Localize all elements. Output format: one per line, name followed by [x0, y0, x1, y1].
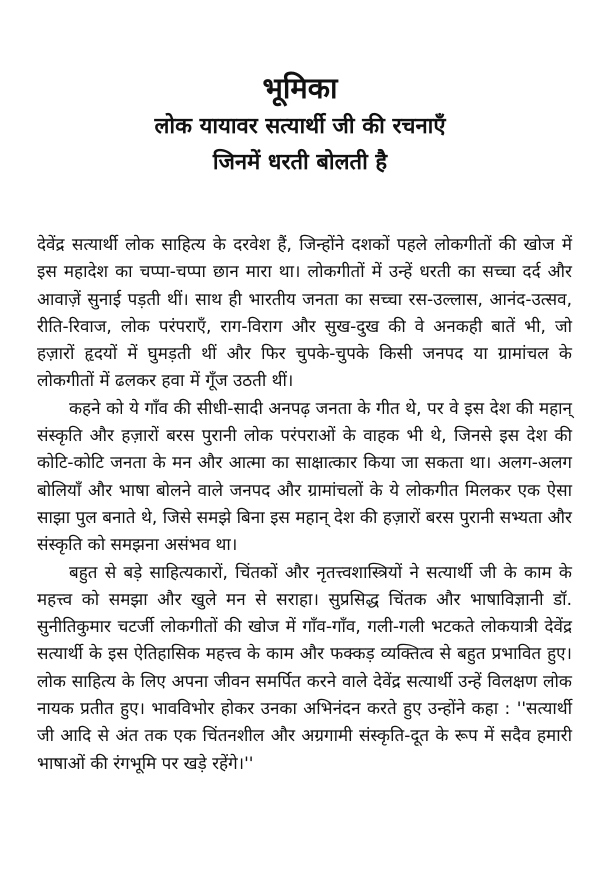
body-text	[37, 232, 572, 778]
chapter-subtitle-line-2: जिनमें धरती बोलती है	[212, 150, 388, 175]
chapter-subtitle-line-1: लोक यायावर सत्यार्थी जी की रचनाएँ	[154, 114, 446, 139]
paragraph-3: बहुत से बड़े साहित्यकारों, चिंतकों और नृतत्त्वशास्त्रियों ने सत्यार्थी जी के काम के महत्त्व को समझा और खुले मन से सराहा। सुप्रसिद्ध चिंतक और भाषाविज्ञानी डॉ. सुनीतिकुमार चटर्जी लोकगीतों की खोज में गाँव-गाँव, गली-गली भटकते लोकयात्री देवेंद्र सत्यार्थी के इस ऐतिहासिक महत्त्व के काम और फक्कड़ व्यक्तित्व से बहुत प्रभावित हुए। लोक साहित्य के लिए अपना जीवन समर्पित करने वाले देवेंद्र सत्यार्थी उन्हें विलक्षण लोक नायक प्रतीत हुए। भावविभोर होकर उनका अभिनंदन करते हुए उन्होंने कहा : ''सत्यार्थी जी आदि से अंत तक एक चिंतनशील और अग्रगामी संस्कृति-दूत के रूप में सदैव हमारी भाषाओं की रंगभूमि पर खड़े रहेंगे।''	[37, 562, 572, 774]
paragraph-2: कहने को ये गाँव की सीधी-सादी अनपढ़ जनता के गीत थे, पर वे इस देश की महान् संस्कृति और हज़ारों बरस पुरानी लोक परंपराओं के वाहक भी थे, जिनसे इस देश की कोटि-कोटि जनता के मन और आत्मा का साक्षात्कार किया जा सकता था। अलग-अलग बोलियाँ और भाषा बोलने वाले जनपद और ग्रामांचलों के ये लोकगीत मिलकर एक ऐसा साझा पुल बनाते थे, जिसे समझे बिना इस महान् देश की हज़ारों बरस पुरानी सभ्यता और संस्कृति को समझना असंभव था।	[37, 398, 572, 556]
chapter-title: भूमिका	[262, 71, 338, 105]
paragraph-1: देवेंद्र सत्यार्थी लोक साहित्य के दरवेश हैं, जिन्होंने दशकों पहले लोकगीतों की खोज में इस महादेश का चप्पा-चप्पा छान मारा था। लोकगीतों में उन्हें धरती का सच्चा दर्द और आवाज़ें सुनाई पड़ती थीं। साथ ही भारतीय जनता का सच्चा रस-उल्लास, आनंद-उत्सव, रीति-रिवाज, लोक परंपराएँ, राग-विराग और सुख-दुख की वे अनकही बातें भी, जो हज़ारों हृदयों में घुमड़ती थीं और फिर चुपके-चुपके किसी जनपद या ग्रामांचल के लोकगीतों में ढलकर हवा में गूँज उठती थीं।	[37, 235, 572, 392]
chapter-heading	[0, 68, 600, 180]
